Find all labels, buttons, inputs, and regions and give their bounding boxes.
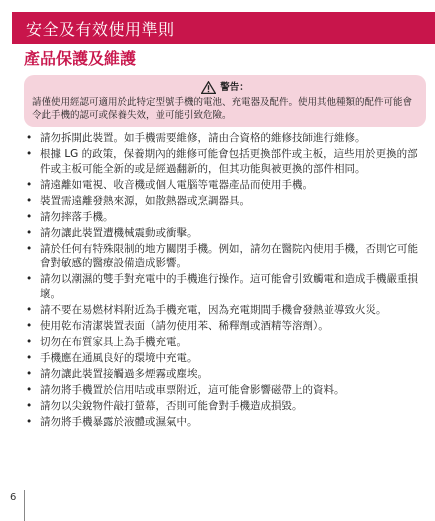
bullet-dot-icon: • bbox=[26, 242, 33, 255]
chapter-title: 安全及有效使用準則 bbox=[26, 19, 175, 39]
warning-label: 警告： bbox=[220, 82, 249, 93]
list-item: • 使用乾布清潔裝置表面（請勿使用苯、稀釋劑或酒精等溶劑）。 bbox=[26, 319, 329, 332]
bullet-dot-icon: • bbox=[26, 226, 33, 239]
section-header-bar bbox=[12, 12, 435, 44]
page-number: 6 bbox=[10, 492, 17, 503]
list-item: • 請勿將手機暴露於液體或濕氣中。 bbox=[26, 415, 198, 428]
list-item: • 切勿在布質家具上為手機充電。 bbox=[26, 335, 187, 348]
list-item: • 手機應在通風良好的環境中充電。 bbox=[26, 351, 198, 364]
bullet-dot-icon: • bbox=[26, 303, 33, 316]
list-item: • 請勿讓此裝置遭機械震動或衝擊。 bbox=[26, 226, 198, 239]
list-item: • 請勿摔落手機。 bbox=[26, 210, 114, 223]
bullet-dot-icon: • bbox=[26, 415, 33, 428]
list-item: • 請遠離如電視、收音機或個人電腦等電器產品而使用手機。 bbox=[26, 178, 313, 191]
bullet-dot-icon: • bbox=[26, 351, 33, 364]
list-item: • 請勿將手機置於信用咭或車票附近，這可能會影響磁帶上的資料。 bbox=[26, 383, 345, 396]
list-item: • 請勿以尖銳物件敲打螢幕，否則可能會對手機造成損毀。 bbox=[26, 399, 303, 412]
bullet-dot-icon: • bbox=[26, 178, 33, 191]
list-item: • 請於任何有特殊限制的地方關閉手機。例如，請勿在醫院內使用手機，否則它可能會對敏感的醫療設備造成影響。 bbox=[26, 242, 418, 269]
bullet-dot-icon: • bbox=[26, 383, 33, 396]
warning-triangle-icon bbox=[201, 81, 216, 94]
bullet-dot-icon: • bbox=[26, 319, 33, 332]
section-title: 產品保護及維護 bbox=[24, 49, 137, 68]
list-item: • 請勿拆開此裝置。如手機需要維修，請由合資格的維修技師進行維修。 bbox=[26, 132, 366, 144]
list-item: • 請勿讓此裝置接觸過多煙霧或塵埃。 bbox=[26, 367, 208, 380]
warning-text: 請僅使用經認可適用於此特定型號手機的電池、充電器及配件。使用其他種類的配件可能會令此手機的認可或保養失效，並可能引致危險。 bbox=[32, 97, 413, 121]
bullet-dot-icon: • bbox=[26, 132, 33, 144]
list-item: • 根據 LG 的政策，保養期內的維修可能會包括更換部件或主板，這些用於更換的部件或主板可能全新的或是經過翻新的，但其功能與被更換的部件相同。 bbox=[26, 148, 418, 175]
list-item: • 請勿以潮濕的雙手對充電中的手機進行操作。這可能會引致觸電和造成手機嚴重損壞。 bbox=[26, 273, 418, 300]
page-margin-rule bbox=[24, 490, 25, 521]
bullet-dot-icon: • bbox=[26, 273, 33, 285]
bullet-dot-icon: • bbox=[26, 210, 33, 223]
bullet-dot-icon: • bbox=[26, 335, 33, 348]
care-guidelines-list bbox=[24, 131, 428, 431]
warning-heading bbox=[32, 81, 418, 94]
list-item: • 請不要在易燃材料附近為手機充電，因為充電期間手機會發熱並導致火災。 bbox=[26, 303, 387, 316]
bullet-dot-icon: • bbox=[26, 194, 33, 207]
bullet-dot-icon: • bbox=[26, 367, 33, 380]
warning-box bbox=[24, 75, 426, 127]
list-item: • 裝置需遠離發熱來源，如散熱器或烹調器具。 bbox=[26, 194, 250, 207]
bullet-dot-icon: • bbox=[26, 399, 33, 412]
bullet-dot-icon: • bbox=[26, 148, 33, 160]
